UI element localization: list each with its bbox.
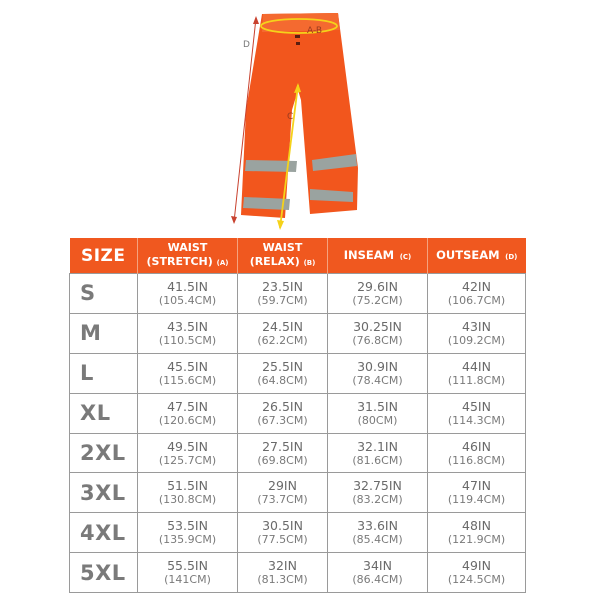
size-label: 4XL: [70, 513, 138, 553]
size-label: M: [70, 313, 138, 353]
value-inches: 30.9IN: [357, 358, 398, 374]
waist-relax-cell: [238, 513, 328, 553]
table-row: [70, 513, 526, 553]
value-centimeters: (69.8CM): [257, 453, 308, 467]
value-inches: 30.25IN: [353, 318, 402, 334]
value-centimeters: (85.4CM): [352, 533, 403, 547]
waist-stretch-cell: [138, 513, 238, 553]
value-inches: 45IN: [462, 398, 491, 414]
waist-stretch-cell: [138, 393, 238, 433]
value-centimeters: (67.3CM): [257, 413, 308, 427]
value-centimeters: (141CM): [164, 573, 211, 587]
value-inches: 43IN: [462, 318, 491, 334]
value-inches: 53.5IN: [167, 518, 208, 534]
waist-relax-cell: [238, 433, 328, 473]
outseam-cell: [428, 274, 526, 314]
value-centimeters: (59.7CM): [257, 293, 308, 307]
waist-relax-cell: [238, 473, 328, 513]
value-centimeters: (105.4CM): [158, 293, 217, 307]
inseam-cell: [328, 433, 428, 473]
waist-stretch-cell: [138, 313, 238, 353]
size-label: XL: [70, 393, 138, 433]
value-centimeters: (124.5CM): [447, 573, 506, 587]
waist-relax-cell: [238, 553, 328, 593]
value-inches: 43.5IN: [167, 318, 208, 334]
value-inches: 32IN: [268, 558, 297, 574]
value-inches: 32.75IN: [353, 478, 402, 494]
outseam-cell: [428, 553, 526, 593]
value-inches: 24.5IN: [262, 318, 303, 334]
table-row: [70, 433, 526, 473]
table-row: [70, 313, 526, 353]
table-body: [70, 274, 526, 593]
value-centimeters: (83.2CM): [352, 493, 403, 507]
outseam-cell: [428, 393, 526, 433]
value-centimeters: (111.8CM): [447, 373, 506, 387]
value-inches: 41.5IN: [167, 278, 208, 294]
inseam-cell: [328, 313, 428, 353]
header-outseam: OUTSEAM (D): [428, 238, 526, 274]
value-centimeters: (115.6CM): [158, 373, 217, 387]
outseam-cell: [428, 473, 526, 513]
value-centimeters: (119.4CM): [447, 493, 506, 507]
value-centimeters: (86.4CM): [352, 573, 403, 587]
table-row: [70, 473, 526, 513]
inseam-cell: [328, 274, 428, 314]
size-label: S: [70, 274, 138, 314]
inseam-cell: [328, 473, 428, 513]
outseam-label: D: [243, 40, 250, 50]
size-label: L: [70, 353, 138, 393]
waist-stretch-cell: [138, 433, 238, 473]
value-inches: 23.5IN: [262, 278, 303, 294]
value-centimeters: (114.3CM): [447, 413, 506, 427]
value-centimeters: (125.7CM): [158, 453, 217, 467]
value-inches: 26.5IN: [262, 398, 303, 414]
waist-stretch-cell: [138, 553, 238, 593]
value-centimeters: (80CM): [357, 413, 398, 427]
value-centimeters: (81.6CM): [352, 453, 403, 467]
waist-relax-cell: [238, 274, 328, 314]
waist-stretch-cell: [138, 353, 238, 393]
value-inches: 34IN: [363, 558, 392, 574]
value-inches: 51.5IN: [167, 478, 208, 494]
value-inches: 48IN: [462, 518, 491, 534]
header-size: SIZE: [70, 238, 138, 274]
pants-illustration: [220, 0, 380, 235]
value-inches: 46IN: [462, 438, 491, 454]
value-centimeters: (130.8CM): [158, 493, 217, 507]
value-inches: 44IN: [462, 358, 491, 374]
waist-label: A-B: [307, 26, 323, 36]
value-inches: 32.1IN: [357, 438, 398, 454]
value-inches: 25.5IN: [262, 358, 303, 374]
value-centimeters: (121.9CM): [447, 533, 506, 547]
value-inches: 30.5IN: [262, 518, 303, 534]
waist-stretch-cell: [138, 473, 238, 513]
value-inches: 29.6IN: [357, 278, 398, 294]
outseam-cell: [428, 313, 526, 353]
value-inches: 42IN: [462, 278, 491, 294]
size-label: 2XL: [70, 433, 138, 473]
value-centimeters: (106.7CM): [447, 293, 506, 307]
value-inches: 49.5IN: [167, 438, 208, 454]
inseam-cell: [328, 393, 428, 433]
value-inches: 29IN: [268, 478, 297, 494]
table-row: [70, 274, 526, 314]
value-inches: 49IN: [462, 558, 491, 574]
size-chart-table: [69, 238, 526, 593]
waist-relax-cell: [238, 353, 328, 393]
table-row: [70, 553, 526, 593]
value-centimeters: (116.8CM): [447, 453, 506, 467]
value-centimeters: (81.3CM): [257, 573, 308, 587]
outseam-cell: [428, 353, 526, 393]
header-waist-stretch: WAIST (STRETCH) (A): [138, 238, 238, 274]
value-inches: 47.5IN: [167, 398, 208, 414]
value-centimeters: (62.2CM): [257, 333, 308, 347]
outseam-cell: [428, 433, 526, 473]
value-centimeters: (75.2CM): [352, 293, 403, 307]
value-centimeters: (73.7CM): [257, 493, 308, 507]
table-row: [70, 393, 526, 433]
value-inches: 47IN: [462, 478, 491, 494]
inseam-cell: [328, 513, 428, 553]
size-label: 3XL: [70, 473, 138, 513]
inseam-cell: [328, 353, 428, 393]
value-inches: 31.5IN: [357, 398, 398, 414]
inseam-cell: [328, 553, 428, 593]
header-row: [70, 238, 526, 274]
value-centimeters: (110.5CM): [158, 333, 217, 347]
table-row: [70, 353, 526, 393]
value-inches: 55.5IN: [167, 558, 208, 574]
value-centimeters: (78.4CM): [352, 373, 403, 387]
value-centimeters: (77.5CM): [257, 533, 308, 547]
value-centimeters: (76.8CM): [352, 333, 403, 347]
header-waist-relax: WAIST (RELAX) (B): [238, 238, 328, 274]
value-inches: 27.5IN: [262, 438, 303, 454]
outseam-cell: [428, 513, 526, 553]
size-label: 5XL: [70, 553, 138, 593]
value-centimeters: (120.6CM): [158, 413, 217, 427]
value-centimeters: (64.8CM): [257, 373, 308, 387]
value-centimeters: (109.2CM): [447, 333, 506, 347]
value-inches: 33.6IN: [357, 518, 398, 534]
header-inseam: INSEAM (C): [328, 238, 428, 274]
inseam-label: C: [287, 112, 294, 122]
waist-relax-cell: [238, 313, 328, 353]
waist-relax-cell: [238, 393, 328, 433]
value-centimeters: (135.9CM): [158, 533, 217, 547]
value-inches: 45.5IN: [167, 358, 208, 374]
waist-stretch-cell: [138, 274, 238, 314]
